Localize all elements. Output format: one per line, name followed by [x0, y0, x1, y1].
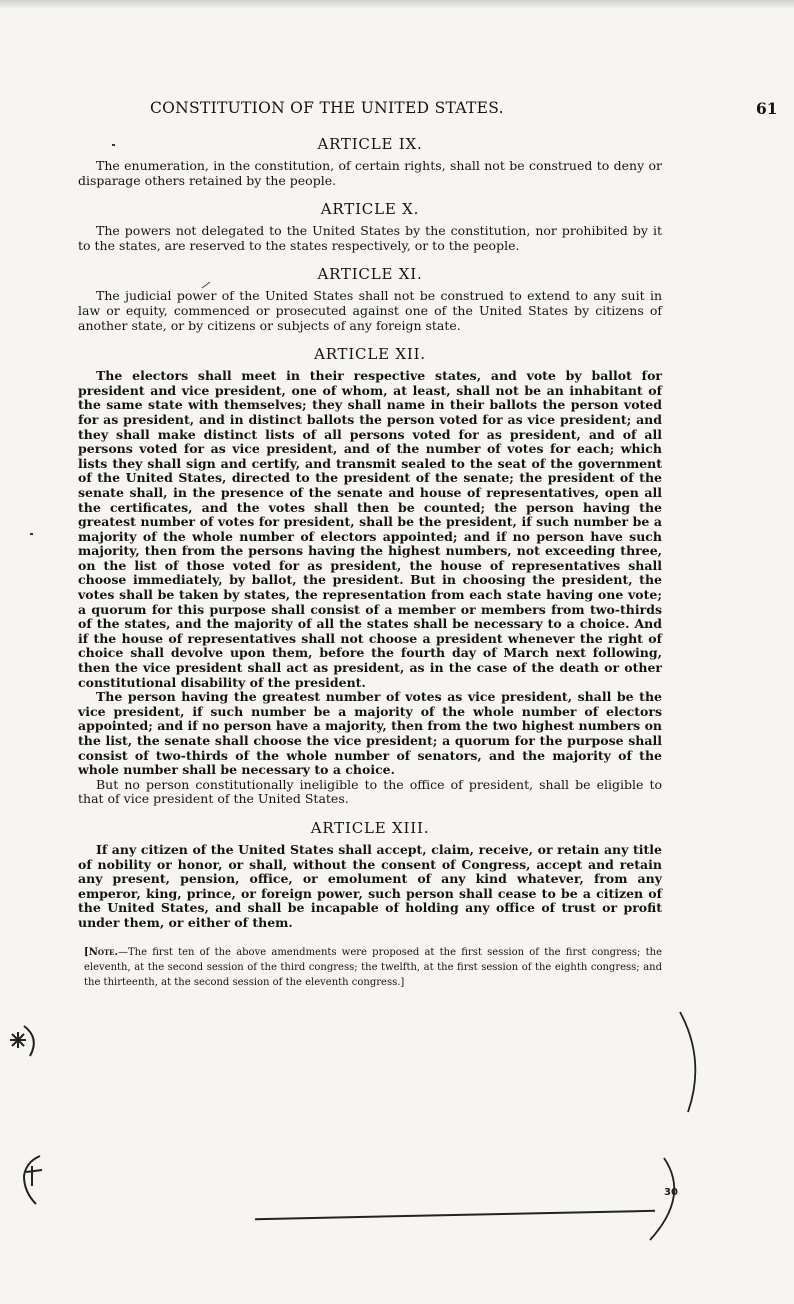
article-paragraph: The judicial power of the United States shall not be construed to extend to any suit in law or equity, commenced or prosecuted against one of the United States by citizens of another state, or by citizens or subjects of any foreign state.	[78, 288, 662, 333]
article-heading: ARTICLE X.	[320, 200, 420, 219]
right-bracket-mark	[680, 1012, 695, 1112]
note-text: —The first ten of the above amendments were proposed at the first session of the first congress; the eleventh, at the second session of the third congress; the twelfth, at the first session of the eighth congress; and the thirteenth, at the second session of the eleventh congress.]	[84, 946, 662, 988]
article-paragraph: The powers not delegated to the United States by the constitution, nor prohibited by it to the states, are reserved to the states respectively, or to the people.	[78, 223, 662, 253]
article-heading: ARTICLE XI.	[317, 265, 423, 284]
note-label: [Note.	[84, 946, 118, 958]
article-heading: ARTICLE XII.	[314, 345, 426, 364]
article-paragraph: If any citizen of the United States shall accept, claim, receive, or retain any title of nobility or honor, or shall, without the consent of Congress, accept and retain any present, pension, office, or emolument of any kind whatever, from any emperor, king, prince, or foreign power, such person shall cease to be a citizen of the United States, and shall be incapable of holding any office of trust or profit under them, or either of them.	[78, 841, 662, 930]
note-margin-mark: 30	[664, 1187, 678, 1198]
article-paragraph: But no person constitutionally ineligible to the office of president, shall be eligible to that of vice president of the United States.	[78, 776, 662, 807]
note-left-mark	[24, 1156, 42, 1204]
page-number: 61	[756, 99, 778, 118]
running-title: CONSTITUTION OF THE UNITED STATES.	[150, 99, 504, 117]
article-heading: ARTICLE XIII.	[310, 818, 430, 837]
article-paragraph: The enumeration, in the constitution, of certain rights, shall not be construed to deny or disparage others retained by the people.	[78, 158, 662, 188]
note-right-bracket-mark	[650, 1158, 674, 1240]
article-paragraph: The person having the greatest number of votes as vice president, shall be the vice president, if such number be a majority of the whole number of electors appointed; and if no person have a majority, then from the two highest numbers on the list, the senate shall choose the vice president; a quorum for the purpose shall consist of two-thirds of the whole number of senators, and the majority of the whole number shall be necessary to a choice.	[78, 689, 662, 778]
article-paragraph: The electors shall meet in their respective states, and vote by ballot for president and vice president, one of whom, at least, shall not be an inhabitant of the same state with themselves; they shall name in their ballots the person voted for as president, and in distinct ballots the person voted for as vice president; and they shall make distinct lists of all persons voted for as president, and of all persons voted for as vice president, and of the number of votes for each; which lists they shall sign and certify, and transmit sealed to the seat of the government of the United States, directed to the president of the senate; the president of the senate shall, in the presence of the senate and house of representatives, open all the certificates, and the votes shall then be counted; the person having the greatest number of votes for president, shall be the president, if such number be a majority of the whole number of electors appointed; and if no person have such majority, then from the persons having the highest numbers, not exceeding three, on the list of those voted for as president, the house of representatives shall choose immediately, by ballot, the president. But in choosing the president, the votes shall be taken by states, the representation from each state having one vote; a quorum for this purpose shall consist of a member or members from two-thirds of the states, and the majority of all the states shall be necessary to a choice. And if the house of representatives shall not choose a president whenever the right of choice shall devolve upon them, before the fourth day of March next following, then the vice president shall act as president, as in the case of the death or other constitutional disability of the president.	[78, 368, 662, 690]
stray-mark	[202, 282, 210, 288]
asterisk-mark	[10, 1026, 34, 1056]
article-heading: ARTICLE IX.	[317, 135, 423, 153]
